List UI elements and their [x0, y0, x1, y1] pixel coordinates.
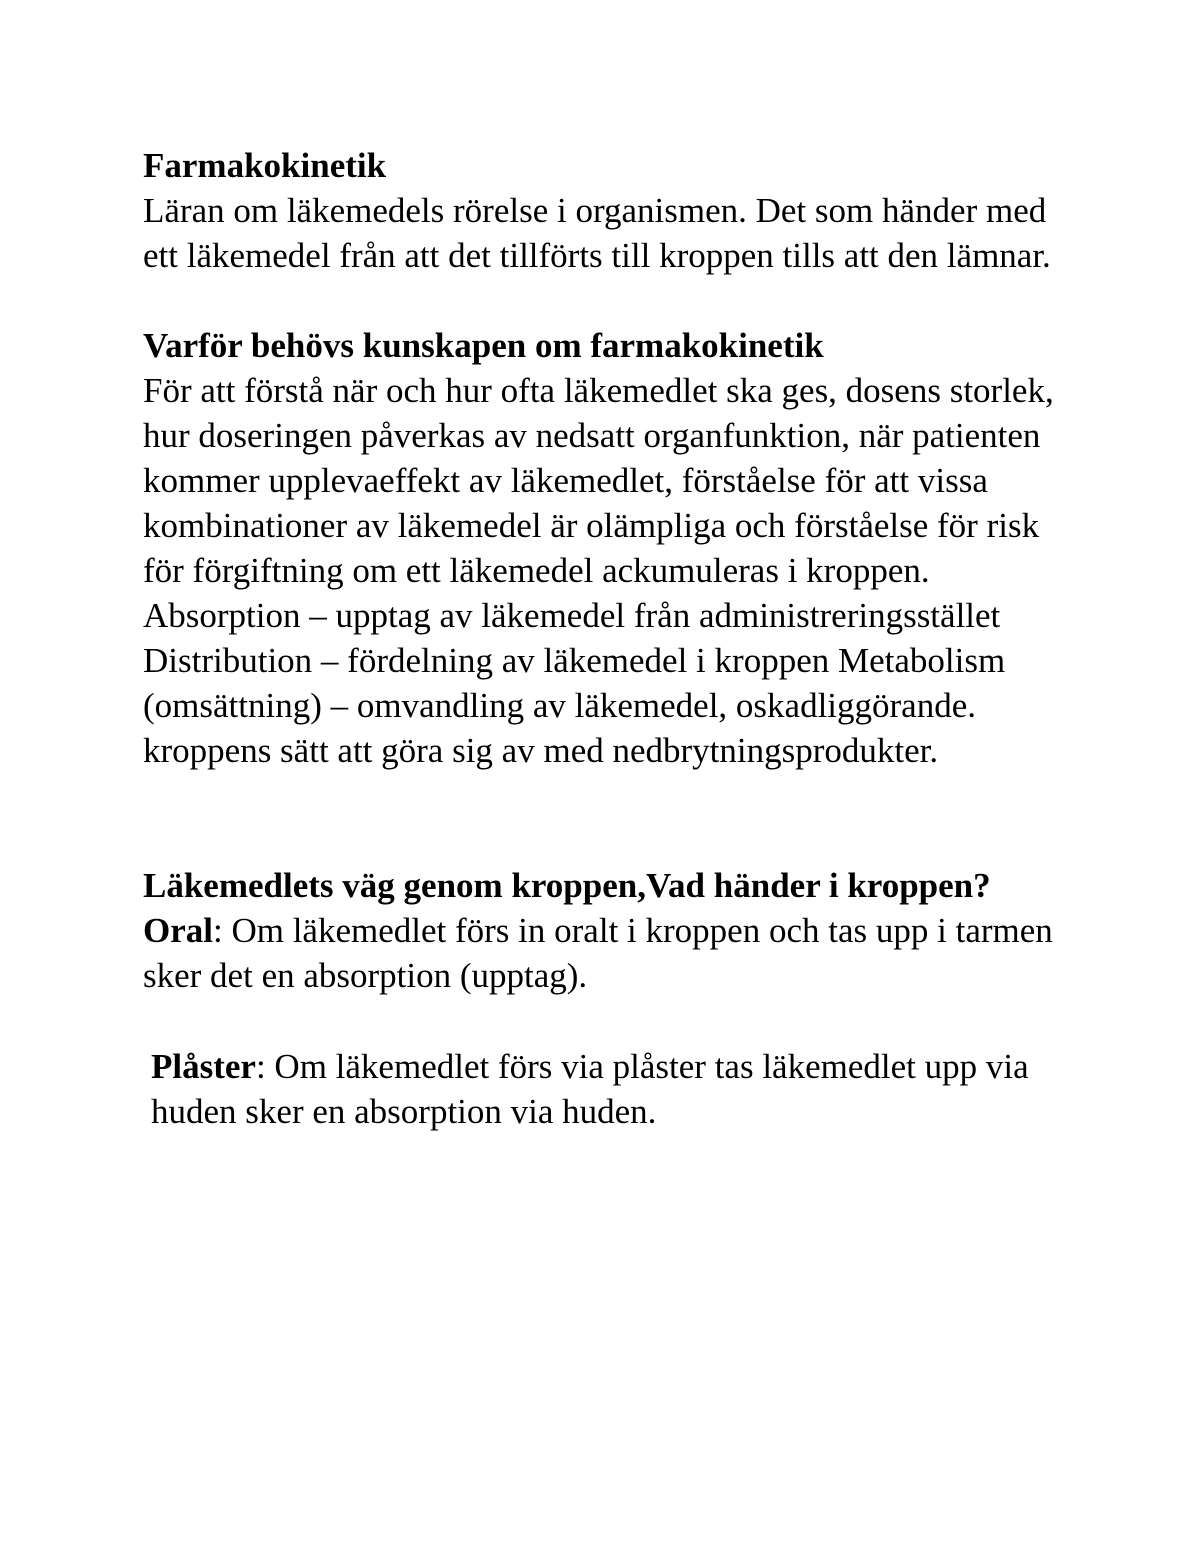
section-heading: Varför behövs kunskapen om farmakokinetik — [143, 326, 824, 365]
spacer — [143, 278, 1063, 323]
section-heading: Farmakokinetik — [143, 146, 387, 185]
section-heading: Läkemedlets väg genom kroppen,Vad händer i kroppen? — [143, 866, 991, 905]
plaster-paragraph — [143, 1044, 1063, 1134]
section-paragraph: För att förstå när och hur ofta läkemedlet ska ges, dosens storlek, hur doseringen påverkas av nedsatt organfunktion, när patienten kommer upplevaeffekt av läkemedlet, förståelse för att vissa kombinationer av läkemedel är olämpliga och förståelse för risk för förgiftning om ett läkemedel ackumuleras i kroppen. Absorption – upptag av läkemedel från administreringsstället Distribution – fördelning av läkemedel i kroppen Metabolism (omsättning) – omvandling av läkemedel, oskadliggörande. kroppens sätt att göra sig av med nedbrytningsprodukter. — [143, 371, 1054, 770]
section-paragraph: Läran om läkemedels rörelse i organismen. Det som händer med ett läkemedel från att det tillförts till kroppen tills att den lämnar. — [143, 191, 1051, 275]
spacer — [143, 773, 1063, 863]
section-varfor — [143, 323, 1063, 773]
oral-term: Oral — [143, 911, 213, 950]
plaster-text: : Om läkemedlet förs via plåster tas läkemedlet upp via huden sker en absorption via huden. — [151, 1047, 1029, 1131]
section-farmakokinetik — [143, 143, 1063, 278]
oral-text: : Om läkemedlet förs in oralt i kroppen och tas upp i tarmen sker det en absorption (upptag). — [143, 911, 1053, 995]
oral-paragraph — [143, 908, 1063, 998]
section-lakemedlets-vag — [143, 863, 1063, 1134]
plaster-term: Plåster — [151, 1047, 256, 1086]
spacer — [143, 998, 1063, 1044]
document-page — [143, 143, 1063, 1134]
